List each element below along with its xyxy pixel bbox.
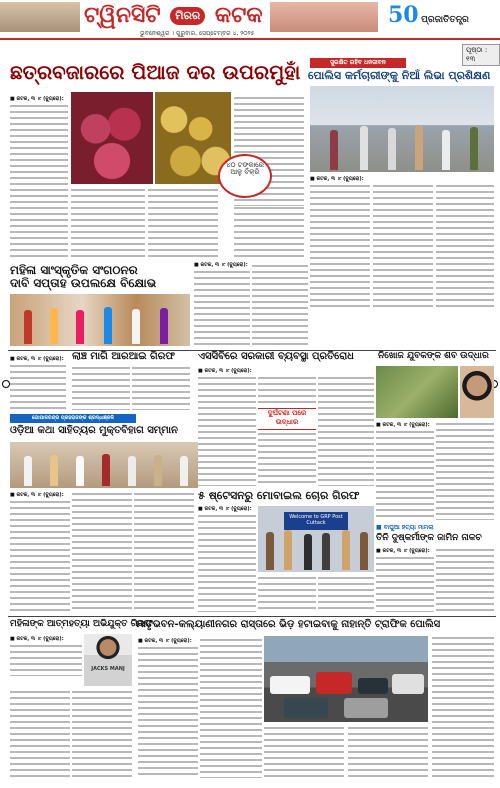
- section-divider-bottom: [8, 616, 496, 617]
- page-number: ପୃଷ୍ଠା : ୧୩: [462, 44, 500, 66]
- arrest-text-intro: [10, 644, 82, 676]
- onion-headline: ଛତ୍ରବଜାରରେ ପିଆଜ ଦର ଉପରମୁହାଁ: [10, 60, 301, 84]
- fire-training-photo: [310, 86, 494, 172]
- arrest-text-col2: [72, 690, 132, 778]
- police-text-col2: [373, 184, 433, 310]
- masthead-heritage-image: [270, 2, 378, 32]
- traffic-text-col5: [432, 636, 494, 778]
- bail-kicker: ■ ବାଘୁଆ ହତ୍ୟା ମାମଲା: [376, 524, 434, 531]
- traffic-text-col2: [200, 638, 262, 778]
- arrest-text-col1: [10, 690, 70, 778]
- onion-text-col1: [10, 104, 68, 260]
- river-scene-photo: [376, 366, 458, 418]
- masthead-title-left: ଟ୍ୱିନସିଟି: [84, 2, 161, 28]
- mobile-thieves-text-col1: [198, 514, 256, 612]
- traffic-jam-photo: [264, 636, 428, 722]
- police-text-col3: [436, 184, 494, 310]
- traffic-text-col4: [348, 726, 428, 778]
- onion-text-col2: [71, 188, 145, 260]
- victim-portrait-photo: [460, 366, 494, 418]
- masthead-mirror-badge: ମିରର: [170, 7, 205, 25]
- brand-logo: [388, 2, 469, 28]
- youth-body-byline: ■ କଟକ, ୩ ।୯ (ବ୍ୟୁରୋ):: [376, 422, 430, 428]
- bail-text-col1: [376, 556, 434, 612]
- traffic-headline: ମାତୃଭବନ-କଲ୍ୟାଣୀନଗର ରାସ୍ତାରେ ଭିଡ଼ ହଟାଇବାକୁ ନାହାନ୍ତି ଟ୍ରାଫିକ ପୋଲିସ: [136, 619, 441, 630]
- mobile-thieves-headline: ୫ ଷ୍ଟେସନରୁ ମୋବାଇଲ ଚୋର ଗିରଫ: [198, 489, 360, 502]
- police-headline: ପୋଲିସ କର୍ମଚାରୀଙ୍କୁ ନିଆଁ ଲିଭା ପ୍ରଶିକ୍ଷଣ: [308, 69, 491, 82]
- bail-headline: ତିନି ଦୁଷ୍କର୍ମୀଙ୍କ ଜାମିନ ନାକଚ: [376, 533, 482, 543]
- accident-text-col2: [258, 376, 316, 406]
- accident-text-col3: [258, 432, 316, 486]
- traffic-byline: ■ କଟକ, ୩ ।୯ (ବ୍ୟୁରୋ):: [138, 638, 192, 644]
- literature-kicker: ଗୋପାଳଚନ୍ଦ୍ର ପ୍ରହରାଜଙ୍କ ଶ୍ରଦ୍ଧାଞ୍ଜଳି: [10, 414, 136, 423]
- literature-text-col2: [72, 492, 132, 612]
- mahila-headline-line2: ଦାବି ସପ୍ତାହ ଉପଲକ୍ଷେ ବିକ୍ଷୋଭ: [10, 275, 157, 290]
- bribe-headline: ଲାଞ୍ଚ ମାଗି ଆରଆଇ ଗିରଫ: [72, 351, 175, 362]
- mahila-byline: ■ କଟକ, ୩ ।୯ (ବ୍ୟୁରୋ):: [194, 262, 248, 268]
- accident-text-col1: [198, 376, 256, 486]
- literature-award-photo: [10, 442, 198, 488]
- accident-inset-label: ଦୁର୍ଘଟଣା ପରେ ଉଦ୍ଧାର: [258, 408, 316, 430]
- mobile-thieves-text-col2: [258, 576, 316, 612]
- literature-text-col3: [134, 492, 194, 612]
- police-kicker: ସୁରକ୍ଷିତ ରହିବ ଧନଜୀବନ: [310, 58, 406, 68]
- onion-byline: ■ କଟକ, ୩ ।୯ (ବ୍ୟୁରୋ):: [10, 96, 64, 102]
- bail-text-col2: [436, 548, 494, 612]
- onion-text-col5: [234, 206, 304, 260]
- onion-text-col3: [148, 188, 218, 260]
- bail-byline: ■ କଟକ, ୩ ।୯ (ବ୍ୟୁରୋ):: [376, 548, 430, 554]
- bribe-text-col3: [132, 366, 190, 410]
- literature-byline: ■ କଟକ, ୩ ।୯ (ବ୍ୟୁରୋ):: [10, 492, 64, 498]
- mobile-thieves-byline: ■ କଟକ, ୩ ।୯ (ବ୍ୟୁରୋ):: [198, 506, 252, 512]
- youth-body-text-col2: [436, 422, 494, 520]
- bribe-byline: ■ କଟକ, ୩ ।୯ (ବ୍ୟୁରୋ):: [10, 356, 64, 362]
- masthead-title: [84, 2, 263, 28]
- red-onion-photo: [71, 92, 153, 184]
- mahila-headline-line1: ମହିଳା ସାଂସ୍କୃତିକ ସଂଗଠନର: [10, 263, 138, 277]
- accused-photo: [84, 634, 132, 686]
- police-byline: ■ କଟକ, ୩ ।୯ (ବ୍ୟୁରୋ):: [310, 176, 364, 182]
- traffic-text-col3: [264, 726, 344, 778]
- brand-anniversary-number: 50: [388, 2, 419, 28]
- grp-welcome-banner: Welcome to GRP Post Cuttack: [284, 512, 348, 530]
- brand-name: ପ୍ରଜାତିତନ୍ତ୍ର: [421, 15, 469, 25]
- bribe-text-col2: [72, 366, 130, 410]
- masthead-title-right: କଟକ: [214, 2, 263, 28]
- mahila-text-col1: [194, 270, 250, 346]
- mahila-headline: [10, 264, 170, 289]
- mahila-protest-photo: [10, 294, 190, 346]
- bribe-text-col1: [10, 364, 66, 410]
- price-badge: ୪୦ ଟଙ୍କାରେ ଆଳୁ ବିକ୍ରି: [218, 154, 272, 198]
- arrest-byline: ■ କଟକ, ୩ ।୯ (ବ୍ୟୁରୋ):: [10, 636, 64, 642]
- mobile-thieves-text-col3: [318, 576, 374, 612]
- accident-text-col4: [318, 376, 374, 486]
- literature-text-col1: [10, 500, 70, 612]
- mahila-text-col2: [252, 264, 308, 346]
- literature-headline: ଓଡ଼ିଆ କଥା ସାହିତ୍ୟର ମୁକ୍ତବିହାଗ ସମ୍ମାନ: [10, 425, 178, 436]
- accident-byline: ■ କଟକ, ୩ ।୯ (ବ୍ୟୁରୋ):: [198, 368, 252, 374]
- accused-shirt-text: JACKS MANJ: [91, 666, 125, 672]
- accident-headline: ଏସସିବିରେ ସରକାରୀ ବ୍ୟବସ୍ଥା ପ୍ରତିରୋଧ: [198, 351, 354, 362]
- youth-body-text-col1: [376, 430, 434, 520]
- grp-post-photo: [258, 506, 374, 572]
- masthead-dateline: ଭୁବନେଶ୍ୱର । ଗୁରୁବାର, ସେପ୍ଟେମ୍ବର ୪, ୨୦୨୫: [140, 30, 255, 37]
- traffic-text-col1: [138, 646, 198, 778]
- masthead-skyline-image: [0, 2, 80, 32]
- youth-body-headline: ନିଖୋଜ ଯୁବକଙ୍କ ଶବ ଉଦ୍ଧାର: [378, 351, 489, 361]
- arrest-headline: ମହିଳାଙ୍କ ଆତ୍ମହତ୍ୟା ଅଭିଯୁକ୍ତ ଗିରଫ: [10, 619, 154, 629]
- police-text-col1: [310, 184, 370, 310]
- registration-mark-left: [2, 380, 10, 388]
